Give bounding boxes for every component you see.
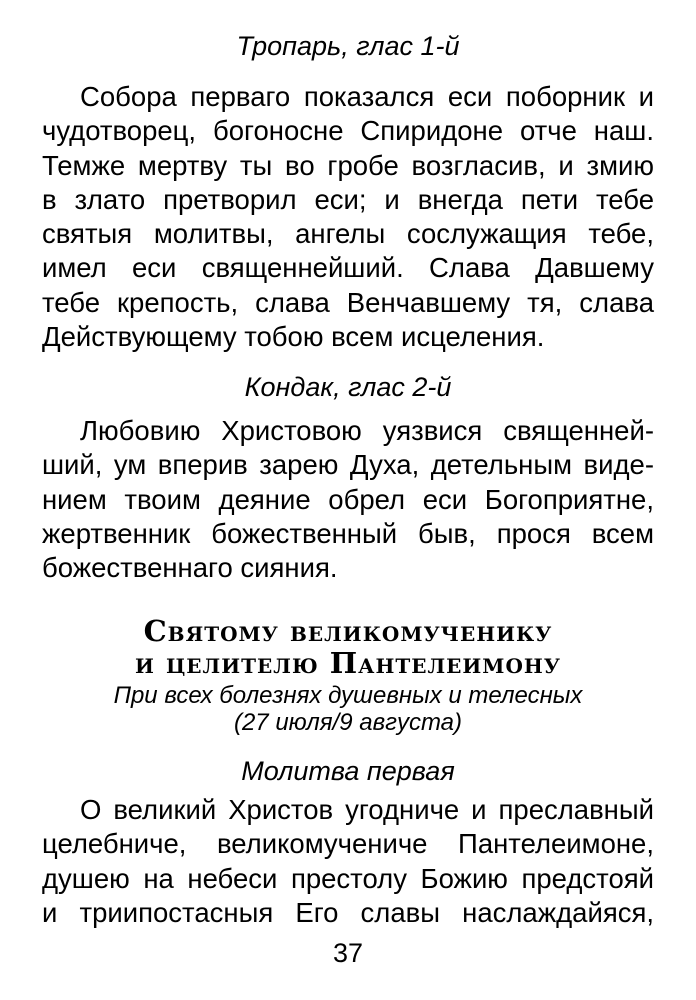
text-line: О великий Христов угодниче и преславный xyxy=(80,794,654,825)
page-number: 37 xyxy=(332,938,364,968)
text-line: божественнаго сияния. xyxy=(42,552,338,584)
text-line: душею на небеси престолу Божию предстояй xyxy=(42,862,654,894)
text-line: и триипостасныя Его славы наслаждайяся, xyxy=(42,896,654,928)
section-date: (27 июля/9 августа) xyxy=(233,709,463,736)
troparion-heading: Тропарь, глас 1-й xyxy=(236,31,460,61)
text-line: Любовию Христовою уязвися священней- xyxy=(80,415,654,446)
text-line: святыя молитвы, ангелы сослужащия тебе, xyxy=(42,218,654,250)
text-line: нием твоим деяние обрел еси Богоприятне, xyxy=(42,483,654,515)
prayer-heading: Молитва первая xyxy=(241,756,455,786)
text-line: имел еси священнейший. Слава Давшему xyxy=(42,252,654,284)
text-line: чудотворец, богоносне Спиридоне отче наш. xyxy=(42,115,654,147)
text-line: тебе крепость, слава Венчавшему тя, слава xyxy=(42,286,654,318)
troparion-text xyxy=(42,80,654,354)
section-title-line-1: Святому великомученику xyxy=(143,614,553,648)
text-line: Действующему тобою всем исцеления. xyxy=(42,321,545,353)
text-line: в злато претворил еси; и внегда пети тебе xyxy=(42,183,654,215)
kontakion-heading: Кондак, глас 2-й xyxy=(244,372,452,402)
book-page xyxy=(42,0,654,1000)
text-line: жертвенник божественный быв, прося всем xyxy=(42,517,654,549)
text-line: Темже мертву ты во гробе возгласив, и змию xyxy=(42,149,654,181)
text-line: целебниче, великомучениче Пантелеимоне, xyxy=(42,828,654,860)
prayer-text xyxy=(42,793,654,930)
section-title-line-2: и целителю Пантелеимону xyxy=(134,646,561,680)
text-line: Собора перваго показался еси поборник и xyxy=(80,81,654,112)
kontakion-text xyxy=(42,414,654,585)
text-line: ший, ум вперив зарею Духа, детельным виде- xyxy=(42,449,654,481)
section-subtitle: При всех болезнях душевных и телесных xyxy=(113,682,583,709)
